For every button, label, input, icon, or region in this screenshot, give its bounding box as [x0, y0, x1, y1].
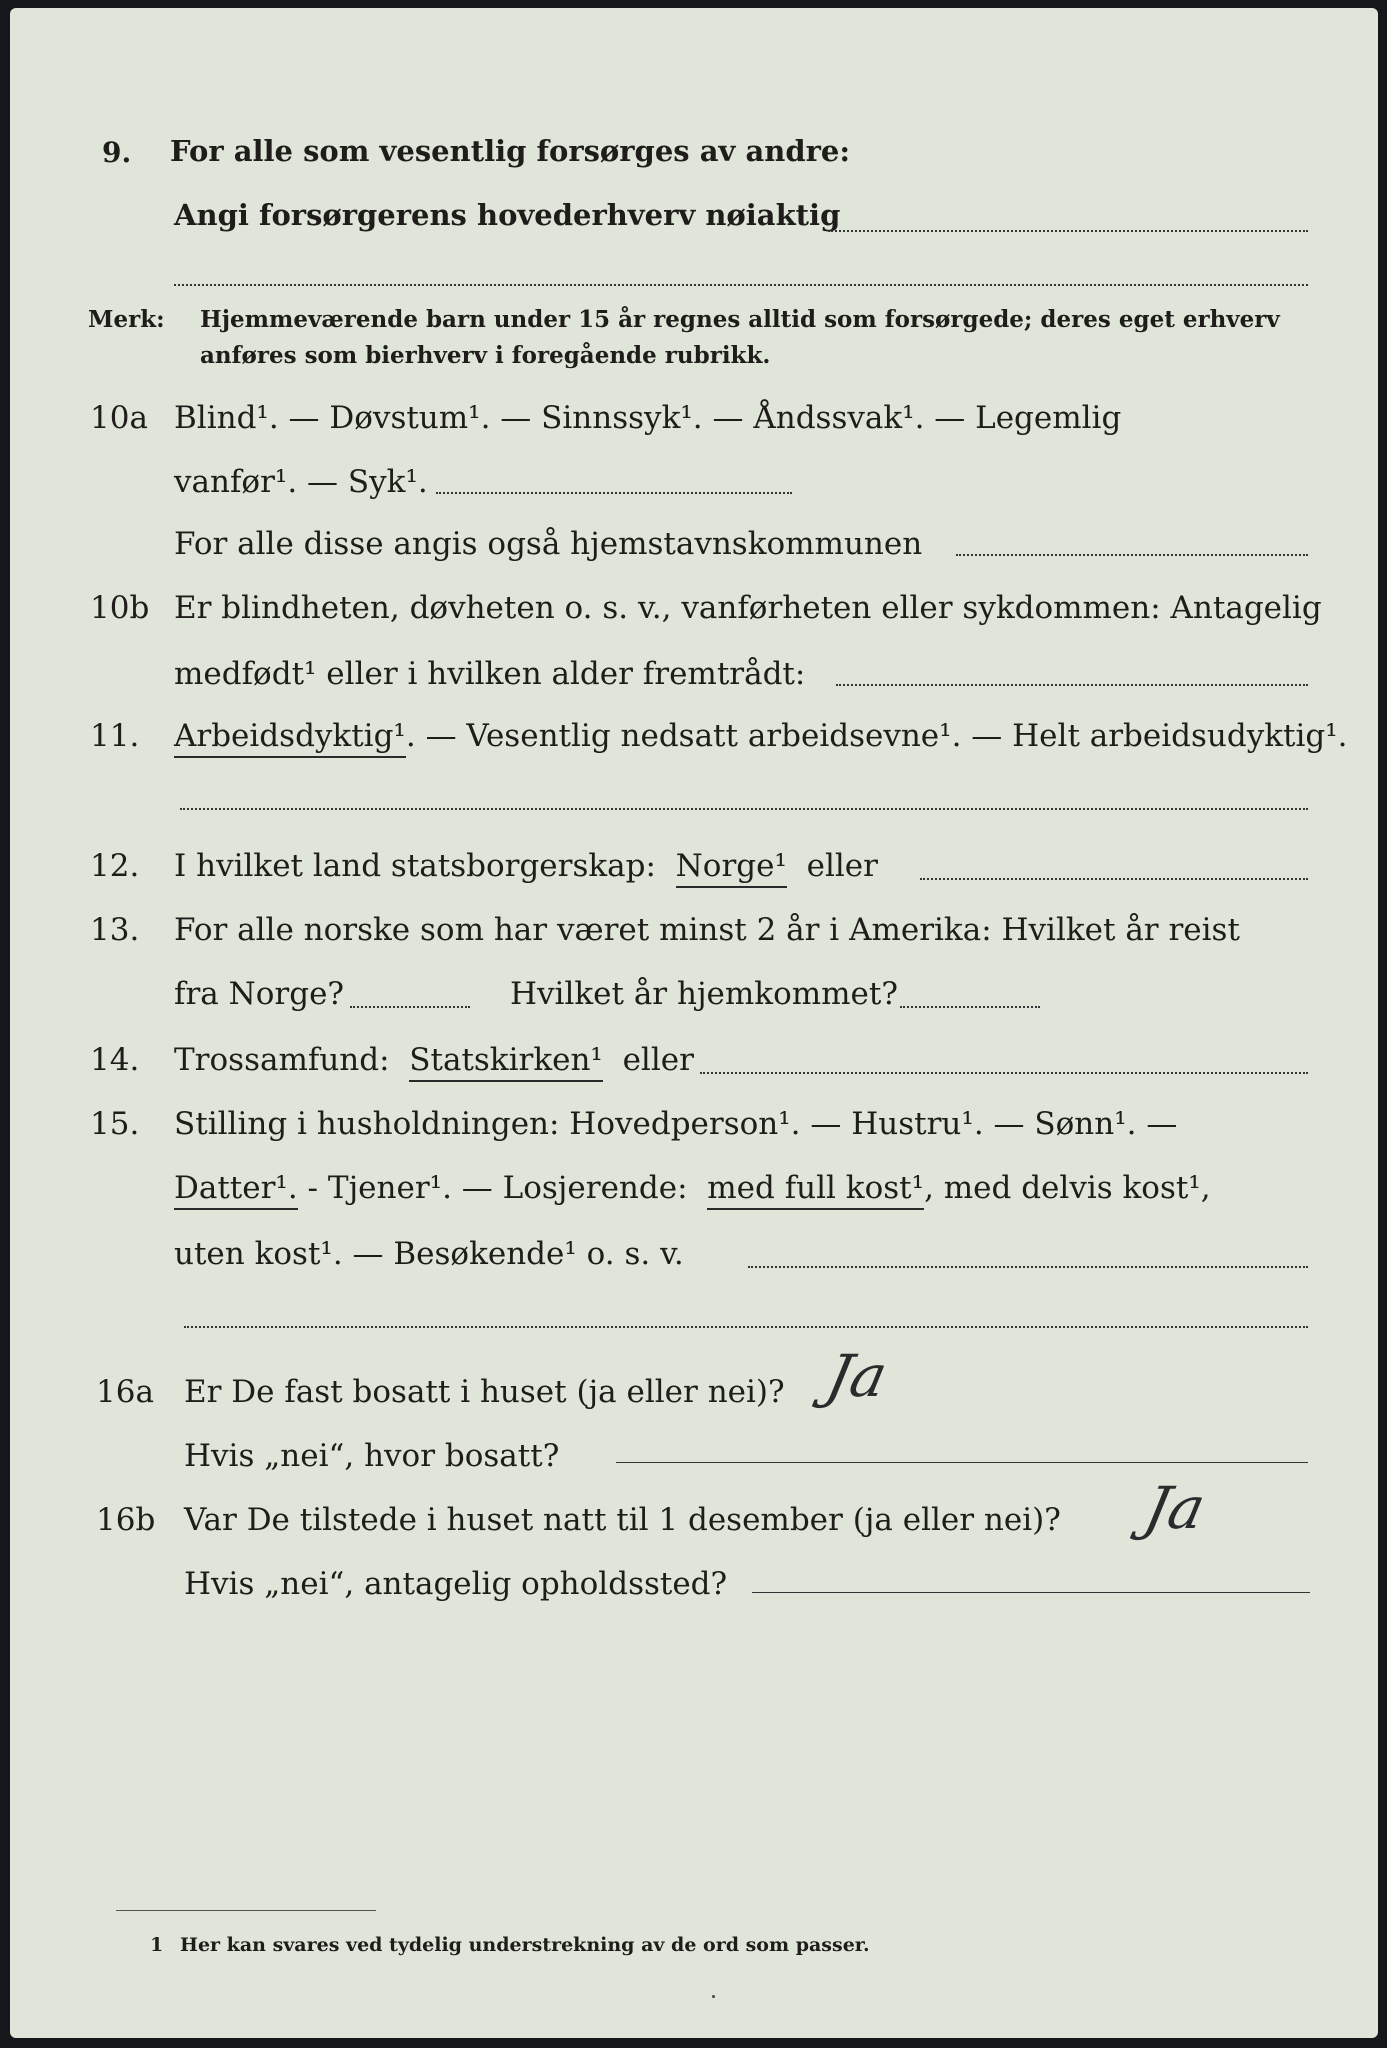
- q10a-hjemstavn-line: [956, 554, 1308, 556]
- q12-answer-line: [920, 878, 1308, 880]
- footnote-mark: 1: [150, 1934, 164, 1956]
- q12-post: eller: [806, 848, 878, 884]
- q12-pre: I hvilket land statsborgerskap:: [174, 848, 656, 884]
- q14-marked-answer: Statskirken¹: [409, 1042, 603, 1082]
- q11-rest: . — Vesentlig nedsatt arbeidsevne¹. — Helt arbeidsudyktig¹.: [405, 718, 1348, 754]
- q13-hjemkommet-line: [900, 1006, 1040, 1008]
- q12-marked-answer: Norge¹: [676, 848, 787, 888]
- q14-pre: Trossamfund:: [174, 1042, 390, 1078]
- q15-post: , med delvis kost¹,: [924, 1170, 1211, 1206]
- q11-answer-line: [180, 808, 1308, 810]
- q13-line2b: Hvilket år hjemkommet?: [510, 976, 898, 1012]
- q9-answer-line: [828, 230, 1308, 232]
- q15-line2: [174, 1170, 1211, 1206]
- q16a-line1: Er De fast bosatt i huset (ja eller nei)?: [184, 1374, 785, 1410]
- q14-line: [174, 1042, 694, 1078]
- q10b-line1: Er blindheten, døvheten o. s. v., vanførheten eller sykdommen: Antagelig: [174, 590, 1322, 626]
- q15-marked-kost: med full kost¹: [707, 1170, 924, 1210]
- q9-answer-line-2: [174, 284, 1308, 286]
- q16b-line2: Hvis „nei“, antagelig opholdssted?: [184, 1566, 728, 1602]
- q9-line2: Angi forsørgerens hovederhverv nøiaktig: [174, 198, 841, 232]
- q16a-line2: Hvis „nei“, hvor bosatt?: [184, 1438, 560, 1474]
- census-form-page: [10, 8, 1378, 2038]
- q13-reist-line: [350, 1006, 470, 1008]
- merk-label: Merk:: [88, 306, 165, 333]
- q13-number: 13.: [90, 912, 140, 948]
- merk-line2: anføres som bierhverv i foregående rubrikk.: [200, 342, 771, 369]
- q10a-answer-line: [436, 492, 792, 494]
- q16b-line1: Var De tilstede i huset natt til 1 desember (ja eller nei)?: [184, 1502, 1061, 1538]
- q13-line2a: fra Norge?: [174, 976, 345, 1012]
- q16a-handwritten-answer: Ja: [820, 1342, 894, 1410]
- q16a-answer-line: [616, 1462, 1308, 1463]
- q10b-answer-line: [836, 684, 1308, 686]
- q10b-number: 10b: [90, 590, 150, 626]
- q10a-line2: vanfør¹. — Syk¹.: [174, 464, 428, 500]
- footnote-text: Her kan svares ved tydelig understrekning av de ord som passer.: [180, 1934, 870, 1956]
- q14-post: eller: [622, 1042, 694, 1078]
- footnote-rule: [116, 1910, 376, 1911]
- q16b-number: 16b: [96, 1502, 156, 1538]
- q14-answer-line: [700, 1072, 1308, 1074]
- q15-answer-line: [748, 1266, 1308, 1268]
- merk-line1: Hjemmeværende barn under 15 år regnes alltid som forsørgede; deres eget erhverv: [200, 306, 1280, 333]
- q10b-line2: medfødt¹ eller i hvilken alder fremtrådt:: [174, 656, 806, 692]
- q13-line1: For alle norske som har været minst 2 år i Amerika: Hvilket år reist: [174, 912, 1240, 948]
- q11-marked-answer: Arbeidsdyktig¹: [174, 718, 406, 758]
- q10a-number: 10a: [90, 400, 148, 436]
- q15-marked-datter: Datter¹.: [174, 1170, 298, 1210]
- q11-number: 11.: [90, 718, 140, 754]
- q10a-line3: For alle disse angis også hjemstavnskommunen: [174, 526, 923, 562]
- paper-speck: [712, 1995, 715, 1998]
- q12-line: [174, 848, 878, 884]
- q15-number: 15.: [90, 1106, 140, 1142]
- q16b-answer-line: [752, 1592, 1310, 1593]
- q15-answer-line-2: [184, 1326, 1308, 1328]
- q10a-line1: Blind¹. — Døvstum¹. — Sinnssyk¹. — Åndssvak¹. — Legemlig: [174, 400, 1122, 436]
- q11-line: [174, 718, 1348, 754]
- q9-line1: For alle som vesentlig forsørges av andre:: [170, 134, 851, 168]
- q15-mid: - Tjener¹. — Losjerende:: [297, 1170, 688, 1206]
- q9-number: 9.: [102, 136, 132, 169]
- q16b-handwritten-answer: Ja: [1138, 1474, 1212, 1542]
- q15-line1: Stilling i husholdningen: Hovedperson¹. — Hustru¹. — Sønn¹. —: [174, 1106, 1178, 1142]
- q16a-number: 16a: [96, 1374, 154, 1410]
- q12-number: 12.: [90, 848, 140, 884]
- q15-line3: uten kost¹. — Besøkende¹ o. s. v.: [174, 1236, 684, 1272]
- q14-number: 14.: [90, 1042, 140, 1078]
